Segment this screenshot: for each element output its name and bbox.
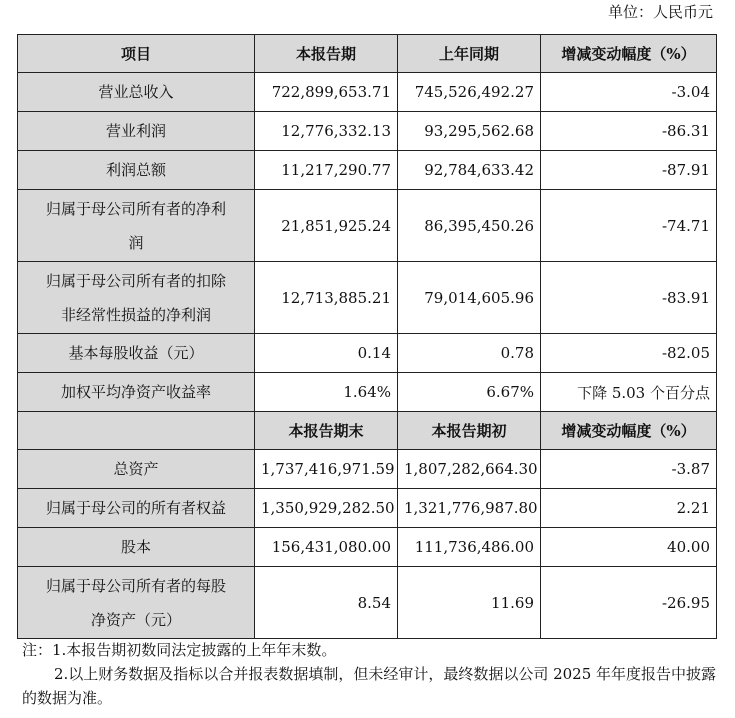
row-label-line1: 归属于母公司所有者的净利 <box>45 199 226 218</box>
row-label: 基本每股收益（元） <box>18 334 255 373</box>
change-value: 40.00 <box>541 528 717 567</box>
row-label: 归属于母公司的所有者权益 <box>18 489 255 528</box>
row-label: 营业总收入 <box>18 73 255 112</box>
table-row <box>18 262 717 334</box>
row-label-line1: 归属于母公司所有者的每股 <box>45 576 226 595</box>
row-label: 总资产 <box>18 450 255 489</box>
prior-value: 0.78 <box>398 334 541 373</box>
header-item: 项目 <box>18 35 255 73</box>
table-subheader-row <box>18 412 717 450</box>
row-label: 利润总额 <box>18 151 255 190</box>
current-value: 1,350,929,282.50 <box>255 489 398 528</box>
subheader-blank <box>18 412 255 450</box>
current-value: 12,713,885.21 <box>255 262 398 334</box>
row-label-line2: 净资产（元） <box>90 610 181 629</box>
table-row <box>18 334 717 373</box>
table-row <box>18 112 717 151</box>
change-value: -86.31 <box>541 112 717 151</box>
change-value: -83.91 <box>541 262 717 334</box>
current-value: 0.14 <box>255 334 398 373</box>
current-value: 12,776,332.13 <box>255 112 398 151</box>
subheader-change-pct: 增减变动幅度（%） <box>541 412 717 450</box>
prior-value: 11.69 <box>398 567 541 639</box>
table-row <box>18 528 717 567</box>
note-2: 2.以上财务数据及指标以合并报表数据填制，但未经审计，最终数据以公司 2025 年年度报告中披露的数据为准。 <box>22 665 717 707</box>
current-value: 722,899,653.71 <box>255 73 398 112</box>
table-row <box>18 373 717 412</box>
row-label <box>18 567 255 639</box>
row-label-line2: 非经常性损益的净利润 <box>60 305 211 324</box>
change-value: -26.95 <box>541 567 717 639</box>
prior-value: 86,395,450.26 <box>398 190 541 262</box>
table-header-row <box>18 35 717 73</box>
change-value: -82.05 <box>541 334 717 373</box>
prior-value: 745,526,492.27 <box>398 73 541 112</box>
row-label <box>18 262 255 334</box>
prior-value: 93,295,562.68 <box>398 112 541 151</box>
current-value: 21,851,925.24 <box>255 190 398 262</box>
table-row <box>18 489 717 528</box>
change-value: -3.87 <box>541 450 717 489</box>
prior-value: 1,807,282,664.30 <box>398 450 541 489</box>
row-label: 股本 <box>18 528 255 567</box>
row-label-line2: 润 <box>128 233 144 252</box>
footnotes <box>22 638 722 710</box>
subheader-period-start: 本报告期初 <box>398 412 541 450</box>
change-value: -3.04 <box>541 73 717 112</box>
prior-value: 92,784,633.42 <box>398 151 541 190</box>
prior-value: 6.67% <box>398 373 541 412</box>
change-value: -74.71 <box>541 190 717 262</box>
table-row <box>18 190 717 262</box>
prior-value: 1,321,776,987.80 <box>398 489 541 528</box>
subheader-period-end: 本报告期末 <box>255 412 398 450</box>
header-prior-period: 上年同期 <box>398 35 541 73</box>
current-value: 8.54 <box>255 567 398 639</box>
header-current-period: 本报告期 <box>255 35 398 73</box>
financial-summary-table <box>17 34 717 639</box>
prior-value: 79,014,605.96 <box>398 262 541 334</box>
note-1: 注：1.本报告期初数同法定披露的上年年末数。 <box>22 641 337 659</box>
row-label: 加权平均净资产收益率 <box>18 373 255 412</box>
unit-label: 单位：人民币元 <box>607 3 713 21</box>
current-value: 1.64% <box>255 373 398 412</box>
current-value: 11,217,290.77 <box>255 151 398 190</box>
row-label: 营业利润 <box>18 112 255 151</box>
row-label <box>18 190 255 262</box>
current-value: 156,431,080.00 <box>255 528 398 567</box>
change-value: -87.91 <box>541 151 717 190</box>
header-change-pct: 增减变动幅度（%） <box>541 35 717 73</box>
row-label-line1: 归属于母公司所有者的扣除 <box>45 271 226 290</box>
prior-value: 111,736,486.00 <box>398 528 541 567</box>
table-row <box>18 567 717 639</box>
table-row <box>18 450 717 489</box>
table-row <box>18 151 717 190</box>
current-value: 1,737,416,971.59 <box>255 450 398 489</box>
table-row <box>18 73 717 112</box>
change-value: 下降 5.03 个百分点 <box>541 373 717 412</box>
change-value: 2.21 <box>541 489 717 528</box>
